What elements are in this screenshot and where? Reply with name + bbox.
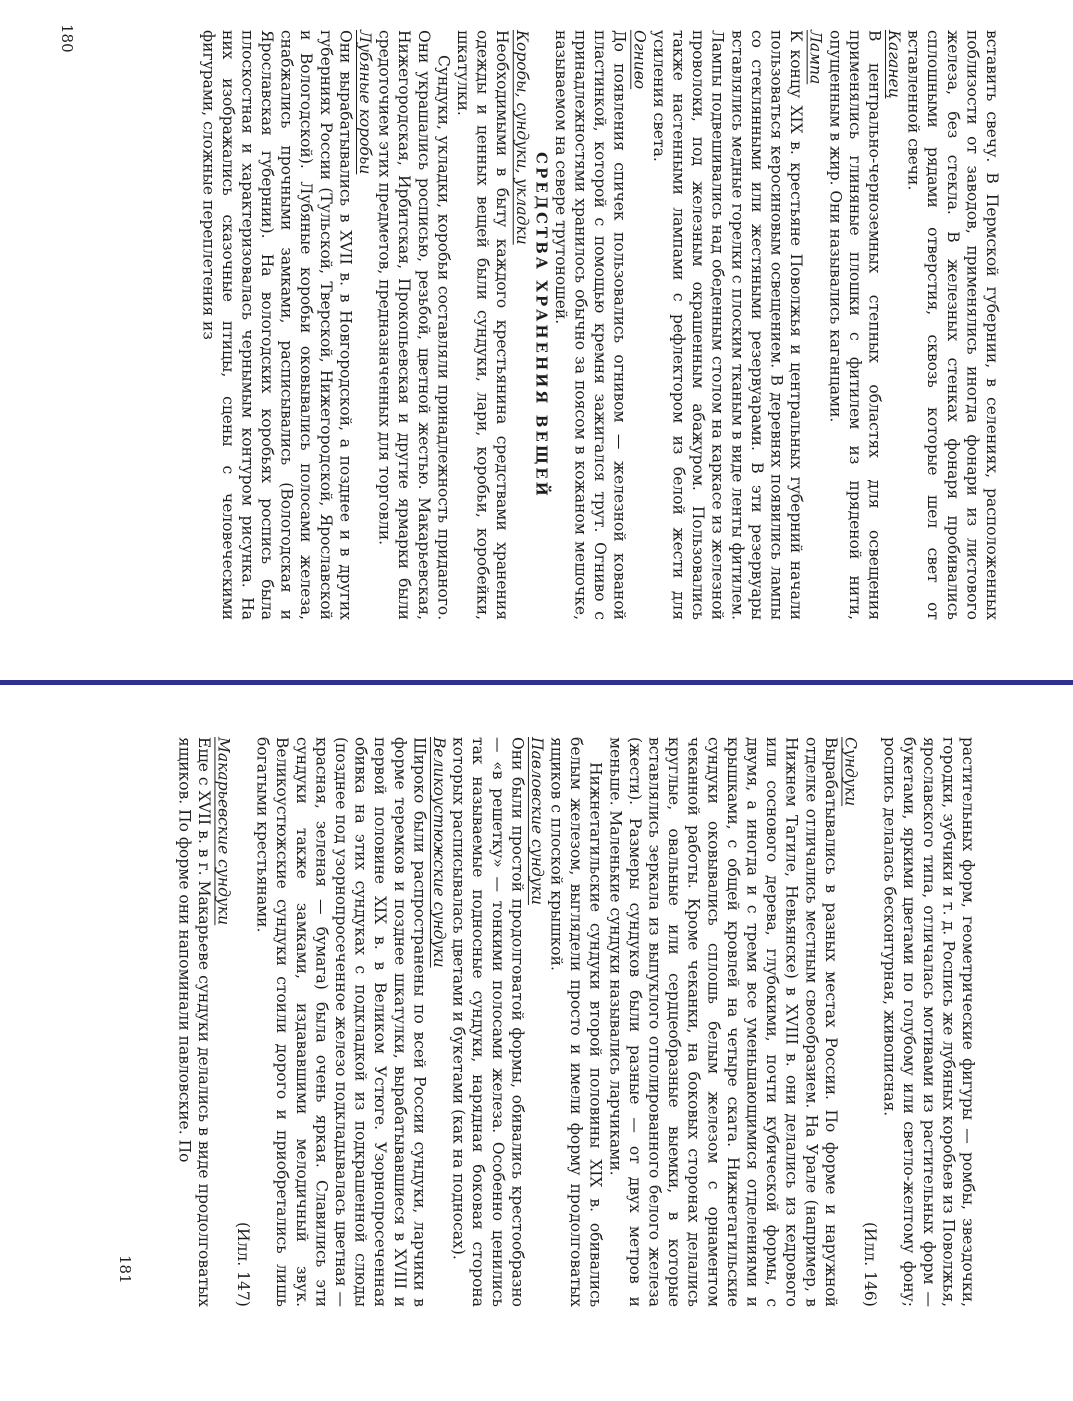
- paragraph: Вырабатывались в разных местах России. По форме и наружной отделке отличались местным своеобразием. На Урале (например, в Нижнем Тагиле, Невьянске) в XVIII в. они делались из кедрового или соснового дерева, глубокими, почти кубической формы, с двумя, а иногда и с тремя все уменьшающимися отделениями и крышками, с общей кровлей на четыре ската. Нижнетагильские сундуки оковывались сплошь белым железом с орнаментом чеканной работы. Кроме чеканки, на боковых сторонах делались круглые, овальные или сердцеобразные выемки, в которые вставлялись зеркала из выпуклого отполированного белого железа (жести). Размеры сундуков были разные — от двух метров и меньше. Маленькие сундуки назывались ларчиками.: [606, 737, 840, 1307]
- page-181: [0, 685, 1073, 1401]
- illustration-ref: (Илл. 146): [861, 1222, 880, 1307]
- paragraph: вставить свечу. В Пермской губернии, в селениях, расположенных поблизости от заводов, применялись иногда фонари из листового железа, без стекла. В железных стенках фонаря пробивались сплошными рядами отверстия, сквозь которые шел свет от вставленной свечи.: [904, 30, 1001, 620]
- page-number: 180: [58, 24, 76, 53]
- paragraph: Сундуки, укладки, коробьи составляли принадлежность приданого. Они украшались росписью, резьбой, цветной жестью. Макарьевская, Нижегородская, Ирбитская, Прокопьевская и другие ярмарки были средоточием этих предметов, предназначенных для торговли.: [375, 30, 453, 620]
- illustration-ref: (Илл. 147): [234, 1222, 253, 1307]
- paragraph: К концу XIX в. крестьяне Поволжья и центральных губерний начали пользоваться керосиновым освещением. В деревнях появились лампы со стеклянными или жестяными резервуарами. В эти резервуары вставлялись медные горелки с плоским тканым в виде ленты фитилем. Лампы подвешивались над обеденным столом на каркасе из железной проволоки, под железным окрашенным абажуром. Пользовались также настенными лампами с рефлектором из белой жести для усиления света.: [649, 30, 806, 620]
- page-181-text-column: [174, 737, 977, 1307]
- paragraph: Они были простой продолговатой формы, обивались крестообразно — «в решетку» — тонкими полосами железа. Особенно ценились так называемые подносные сундуки, нарядная боковая сторона которых расписывалась цветами и букетами (как на подносах).: [449, 737, 527, 1307]
- paragraph: Еще с XVII в. в г. Макарьеве сундуки делались в виде продолговатых ящиков. По форме они напоминали павловские. По: [175, 737, 213, 1307]
- paragraph: В центрально-черноземных степных областях для освещения применялись глиняные плошки с фитилем из пряденой нити, опущенным в жир. Они назывались каганцами.: [826, 30, 884, 620]
- subheading-koroba: Коробы, сундуки, укладки: [512, 30, 531, 245]
- subheading-lampa: Лампа: [806, 30, 825, 85]
- page-180-text-column: [198, 30, 1001, 620]
- subheading-lubnye-koroba: Лубяные коробьи: [356, 30, 374, 175]
- subheading-pavlovskie: Павловские сундуки: [527, 737, 546, 905]
- paragraph: растительных форм, геометрические фигуры — ромбы, звездочки, городки, зубчики и т. д. Роспись же лубяных коробьев из Поволжья, ярославского типа, отличалась мотивами из растительных форм — букетами, яркими цветами по голубому или светло-желтому фону; роспись делалась бесконтурная, живописная.: [880, 737, 977, 1307]
- subheading-makarievskie: Макарьевские сундуки: [214, 737, 233, 926]
- section-title: СРЕДСТВА ХРАНЕНИЯ ВЕЩЕЙ: [532, 151, 551, 499]
- page-180: [0, 0, 1073, 680]
- subheading-sunduki: Сундуки: [841, 737, 860, 807]
- subheading-velikoustyuzhskie: Великоустюжские сундуки: [429, 737, 448, 968]
- subheading-ognivo: Огниво: [630, 30, 649, 90]
- paragraph: Они вырабатывались в XVII в. в Новгородской, а позднее и в других губерниях России (Тульской, Тверской, Нижегородской, Ярославской и Вологодской). Лубяные коробьи оковывались полосами железа, снабжались прочными замками, расписывались (Вологодская и Ярославская губернии). На вологодских коробьях роспись была плоскостная и характеризовалась чернымым контуром рисунка. На них изображались сказочные птицы, сцены с человеческими фигурами, сложные переплетения из: [199, 30, 355, 620]
- subheading-kaganets: Каганец: [885, 30, 904, 99]
- paragraph: Нижнетагильские сундуки второй половины XIX в. обивались белым железом, выглядели просто и имели форму продолговатых ящиков с плоской крышкой.: [547, 737, 605, 1307]
- page-number: 181: [116, 1255, 134, 1284]
- paragraph: Широко были распространены по всей России сундуки, ларчики в форме теремков и позднее шкатулки, вырабатывавшиеся в XVIII и первой половине XIX в. в Великом Устюге. Узорнопросеченная обивка на этих сундуках с подкладкой из подкрашенной слюды (позднее под узорнопросеченное железо подкладывалась цветная — красная, зеленая — бумага) была очень яркая. Славились эти сундуки также замками, издававшими мелодичный звук. Великоустюжские сундуки стоили дорого и приобретались лишь богатыми крестьянами.: [253, 737, 429, 1307]
- paragraph: До появления спичек пользовались огнивом — железной кованой пластинкой, которой с помощью кремня зажигался трут. Огниво с принадлежностями хранилось обычно за поясом в кожаном мешочке, называемом на севере трутоношей.: [551, 30, 629, 620]
- paragraph: Необходимыми в быту каждого крестьянина средствами хранения одежды и ценных вещей были сундуки, лари, коробьи, коробейки, шкатулки.: [453, 30, 512, 620]
